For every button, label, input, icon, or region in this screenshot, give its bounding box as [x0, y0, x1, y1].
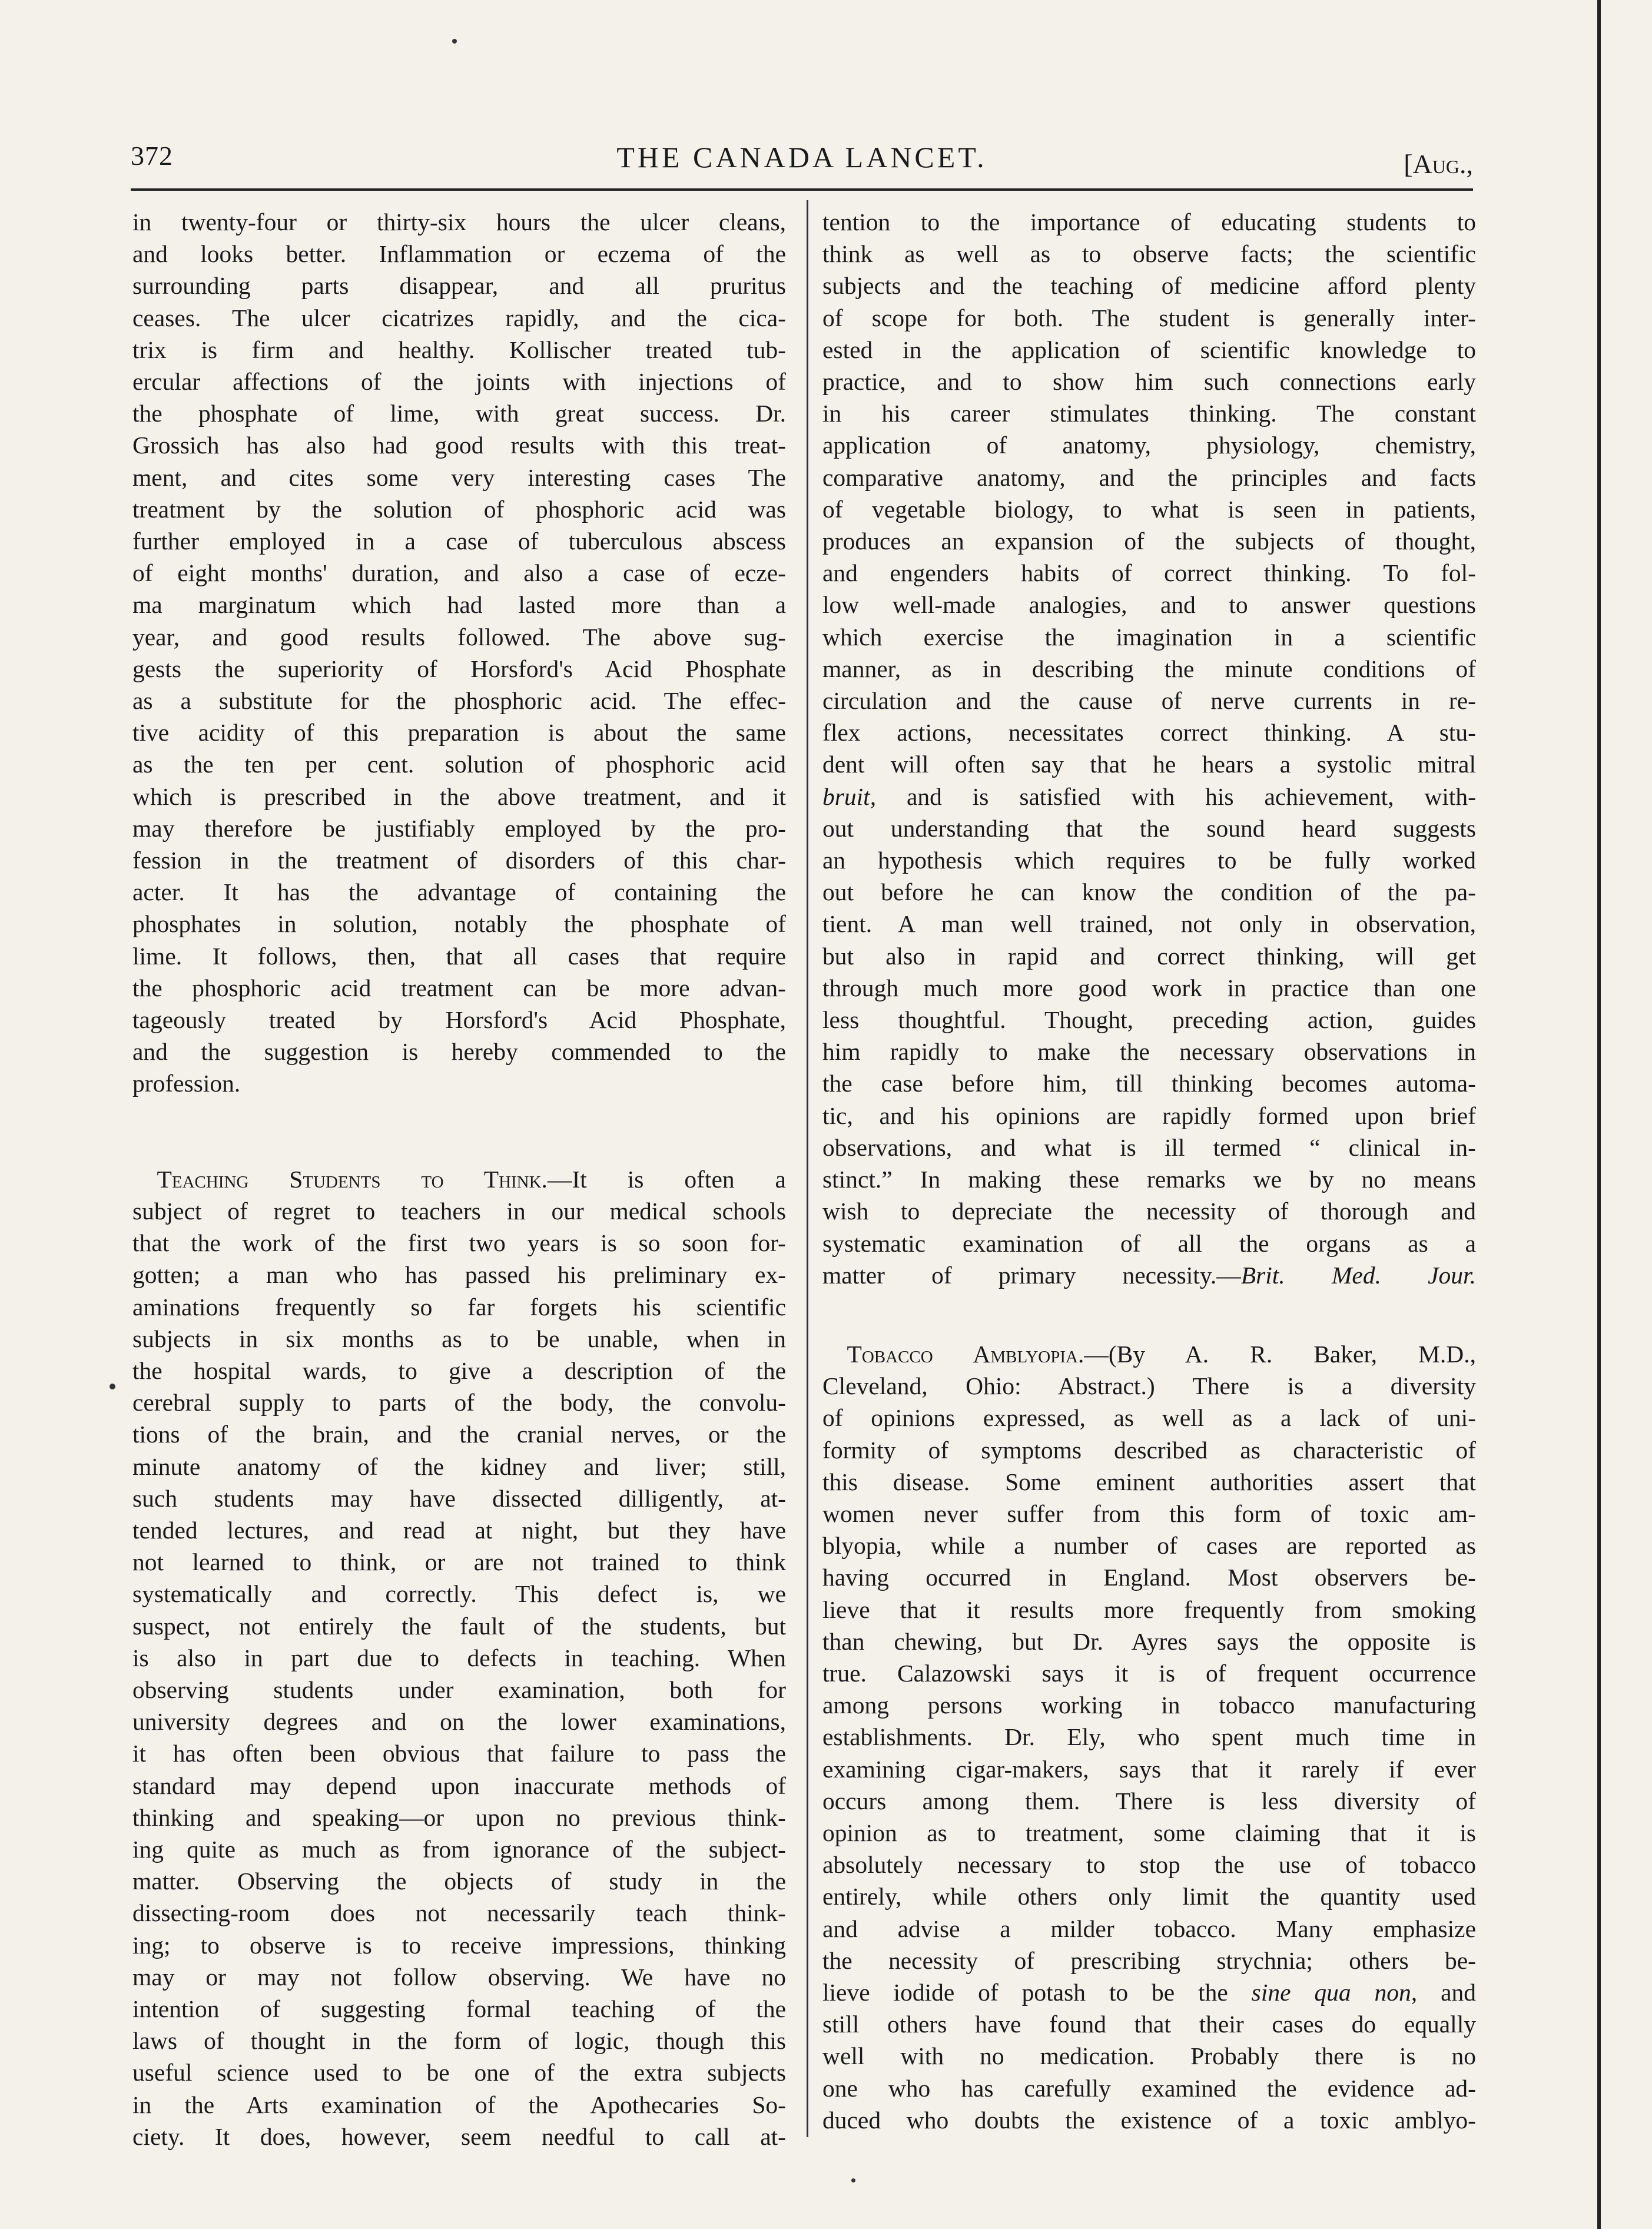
text-line: and the suggestion is hereby commended to the [132, 1038, 786, 1066]
text-line: in the Arts examination of the Apothecaries So- [132, 2091, 786, 2118]
page-number: 372 [131, 141, 173, 171]
text-line: well with no medication. Probably there is no [822, 2042, 1476, 2070]
text-line: true. Calazowski says it is of frequent occurrence [822, 1659, 1476, 1687]
text-line: standard may depend upon inaccurate methods of [132, 1772, 786, 1799]
text-line: aminations frequently so far forgets his scientific [132, 1293, 786, 1321]
text-line: practice, and to show him such connections early [822, 368, 1476, 396]
text-line: university degrees and on the lower examinations, [132, 1708, 786, 1736]
text-line: in twenty-four or thirty-six hours the ulcer cleans, [132, 208, 786, 235]
text-line: less thoughtful. Thought, preceding action, guides [822, 1006, 1476, 1034]
text-line: tient. A man well trained, not only in observation, [822, 910, 1476, 938]
column-divider [807, 200, 808, 2137]
text-line: gests the superiority of Horsford's Acid Phosphate [132, 655, 786, 682]
text-line: tic, and his opinions are rapidly formed upon brief [822, 1102, 1476, 1129]
text-line: cerebral supply to parts of the body, the convolu- [132, 1389, 786, 1417]
text-line: intention of suggesting formal teaching of the [132, 1995, 786, 2022]
text-line: acter. It has the advantage of containing the [132, 878, 786, 906]
text-line: duced who doubts the existence of a toxic amblyo- [822, 2106, 1476, 2134]
text-line: the phosphoric acid treatment can be more advan- [132, 974, 786, 1001]
text-line: having occurred in England. Most observers be- [822, 1564, 1476, 1591]
text-line: entirely, while others only limit the quantity used [822, 1883, 1476, 1910]
text-line: it has often been obvious that failure to pass the [132, 1740, 786, 1767]
text-line: occurs among them. There is less diversity of [822, 1787, 1476, 1815]
text-line: the phosphate of lime, with great success. Dr. [132, 400, 786, 427]
text-line: of vegetable biology, to what is seen in patients, [822, 495, 1476, 523]
text-line: is also in part due to defects in teaching. When [132, 1644, 786, 1671]
text-line: than chewing, but Dr. Ayres says the opposite is [822, 1627, 1476, 1655]
text-line: flex actions, necessitates correct thinking. A stu- [822, 719, 1476, 747]
text-line-citation: matter of primary necessity.—Brit. Med. Jour. [822, 1261, 1476, 1289]
text-line: such students may have dissected dilligently, at- [132, 1484, 786, 1512]
text-line: observations, and what is ill termed “ clinical in- [822, 1133, 1476, 1161]
text-line: among persons working in tobacco manufacturing [822, 1691, 1476, 1719]
text-line: ercular affections of the joints with injections of [132, 368, 786, 396]
text-line: lieve iodide of potash to be the sine qua non, and [822, 1978, 1476, 2006]
text-line: not learned to think, or are not trained to think [132, 1548, 786, 1576]
text-line: think as well as to observe facts; the scientific [822, 240, 1476, 268]
text-line: Cleveland, Ohio: Abstract.) There is a diversity [822, 1372, 1476, 1400]
text-line: which is prescribed in the above treatment, and it [132, 782, 786, 810]
text-line: which exercise the imagination in a scientific [822, 623, 1476, 651]
text-line: systematic examination of all the organs as a [822, 1229, 1476, 1257]
page-header [131, 140, 1473, 187]
text-line: of scope for both. The student is generally inter- [822, 304, 1476, 331]
text-line: him rapidly to make the necessary observations in [822, 1038, 1476, 1066]
text-line: may or may not follow observing. We have no [132, 1963, 786, 1991]
italic-term: bruit, [822, 782, 877, 810]
text-line: women never suffer from this form of toxic am- [822, 1500, 1476, 1527]
text-line: dent will often say that he hears a systolic mitral [822, 751, 1476, 778]
text-line: of opinions expressed, as well as a lack of uni- [822, 1404, 1476, 1432]
text-line: an hypothesis which requires to be fully worked [822, 847, 1476, 874]
teaching-students-article [132, 1163, 786, 2152]
text-line: and engenders habits of correct thinking. To fol- [822, 559, 1476, 587]
text-line: dissecting-room does not necessarily teach think- [132, 1899, 786, 1927]
text-line: ing; to observe is to receive impressions, thinking [132, 1931, 786, 1959]
text-line: but also in rapid and correct thinking, will get [822, 942, 1476, 970]
header-rule [131, 188, 1473, 191]
text-line: out before he can know the condition of the pa- [822, 878, 1476, 906]
page-edge-rule [1597, 0, 1601, 2229]
text-line: stinct.” In making these remarks we by no means [822, 1166, 1476, 1193]
italic-term: sine qua non, [1251, 1978, 1418, 2006]
text-line: manner, as in describing the minute conditions of [822, 655, 1476, 682]
text-line: systematically and correctly. This defect is, we [132, 1580, 786, 1608]
text-line: absolutely necessary to stop the use of tobacco [822, 1851, 1476, 1879]
article-title: Teaching Students to Think. [157, 1165, 548, 1193]
text-line: tive acidity of this preparation is about the same [132, 719, 786, 747]
text-line: tended lectures, and read at night, but they have [132, 1516, 786, 1544]
text-line: ested in the application of scientific knowledge to [822, 336, 1476, 363]
text-line: matter. Observing the objects of study in the [132, 1868, 786, 1895]
text-line: opinion as to treatment, some claiming that it is [822, 1819, 1476, 1846]
continued-article [132, 206, 786, 1100]
text-line: trix is firm and healthy. Kollischer treated tub- [132, 336, 786, 363]
text-line: subjects and the teaching of medicine afford plenty [822, 272, 1476, 300]
text-line: ciety. It does, however, seem needful to call at- [132, 2122, 786, 2150]
text-line: fession in the treatment of disorders of this char- [132, 847, 786, 874]
text-line: useful science used to be one of the extra subjects [132, 2059, 786, 2087]
issue-month: [Aug., [1404, 149, 1473, 179]
text-line: tions of the brain, and the cranial nerves, or the [132, 1421, 786, 1448]
text-line: further employed in a case of tuberculous abscess [132, 528, 786, 555]
text-line: subjects in six months as to be unable, when in [132, 1325, 786, 1352]
text-line: as a substitute for the phosphoric acid. The effec- [132, 687, 786, 715]
text-line: out understanding that the sound heard suggests [822, 814, 1476, 842]
text-line: establishments. Dr. Ely, who spent much time in [822, 1723, 1476, 1751]
text-line: as the ten per cent. solution of phosphoric acid [132, 751, 786, 778]
text-line: through much more good work in practice than one [822, 974, 1476, 1001]
scan-speck [110, 1384, 115, 1389]
text-line: of eight months' duration, and also a case of ecze- [132, 559, 786, 587]
text-line: profession. [132, 1070, 241, 1097]
text-line: the necessity of prescribing strychnia; others be- [822, 1946, 1476, 1974]
article-heading-line: Tobacco Amblyopia.—(By A. R. Baker, M.D., [847, 1340, 1476, 1368]
text-line: in his career stimulates thinking. The constant [822, 400, 1476, 427]
text-line: ma marginatum which had lasted more than a [132, 591, 786, 619]
text-line: surrounding parts disappear, and all pruritus [132, 272, 786, 300]
text-line: ing quite as much as from ignorance of the subject- [132, 1835, 786, 1863]
tobacco-amblyopia-article [822, 1338, 1476, 2136]
text-line: thinking and speaking—or upon no previous think- [132, 1803, 786, 1831]
text-line: that the work of the first two years is so soon for- [132, 1229, 786, 1257]
text-line: and looks better. Inflammation or eczema of the [132, 240, 786, 268]
text-line: and advise a milder tobacco. Many emphasize [822, 1915, 1476, 1942]
right-column [822, 206, 1476, 2136]
text-line: gotten; a man who has passed his preliminary ex- [132, 1261, 786, 1289]
text-line: tention to the importance of educating students to [822, 208, 1476, 235]
text-line: tageously treated by Horsford's Acid Phosphate, [132, 1006, 786, 1034]
text-line: suspect, not entirely the fault of the students, but [132, 1612, 786, 1640]
text-line: still others have found that their cases do equally [822, 2011, 1476, 2038]
scan-speck [851, 2178, 855, 2182]
text-line: treatment by the solution of phosphoric acid was [132, 495, 786, 523]
text-line: subject of regret to teachers in our medical schools [132, 1197, 786, 1225]
text-line: observing students under examination, both for [132, 1676, 786, 1703]
article-heading-line: Teaching Students to Think.—It is often a [157, 1165, 786, 1193]
text-line: phosphates in solution, notably the phosphate of [132, 910, 786, 938]
text-line: one who has carefully examined the evidence ad- [822, 2074, 1476, 2102]
text-line: wish to depreciate the necessity of thorough and [822, 1198, 1476, 1225]
text-line: low well-made analogies, and to answer questions [822, 591, 1476, 619]
teaching-students-continued [822, 206, 1476, 781]
text-line: formity of symptoms described as characteristic of [822, 1436, 1476, 1464]
text-line: the hospital wards, to give a description of the [132, 1356, 786, 1384]
text-line: application of anatomy, physiology, chemistry, [822, 432, 1476, 459]
source-citation: Brit. Med. Jour. [1240, 1261, 1476, 1289]
text-line: produces an expansion of the subjects of thought, [822, 528, 1476, 555]
text-line: year, and good results followed. The above sug- [132, 623, 786, 651]
text-line: the case before him, till thinking becomes automa- [822, 1070, 1476, 1097]
text-line: bruit, and is satisfied with his achievement, with- [822, 782, 1476, 810]
text-line: may therefore be justifiably employed by the pro- [132, 814, 786, 842]
text-line: blyopia, while a number of cases are reported as [822, 1532, 1476, 1560]
text-line: comparative anatomy, and the principles and facts [822, 463, 1476, 491]
text-line: minute anatomy of the kidney and liver; still, [132, 1452, 786, 1480]
text-line: laws of thought in the form of logic, though this [132, 2027, 786, 2055]
text-line: ment, and cites some very interesting cases The [132, 463, 786, 491]
journal-title: THE CANADA LANCET. [616, 141, 987, 174]
text-line: ceases. The ulcer cicatrizes rapidly, and the cica- [132, 304, 786, 331]
text-line: Grossich has also had good results with this treat- [132, 432, 786, 459]
text-line: lime. It follows, then, that all cases that require [132, 942, 786, 970]
text-line: examining cigar-makers, says that it rarely if ever [822, 1755, 1476, 1783]
text-line: circulation and the cause of nerve currents in re- [822, 687, 1476, 715]
left-column [132, 206, 786, 2152]
text-line: lieve that it results more frequently from smoking [822, 1596, 1476, 1623]
scan-speck [452, 39, 457, 44]
article-title: Tobacco Amblyopia. [847, 1340, 1084, 1368]
text-line: this disease. Some eminent authorities assert that [822, 1468, 1476, 1495]
